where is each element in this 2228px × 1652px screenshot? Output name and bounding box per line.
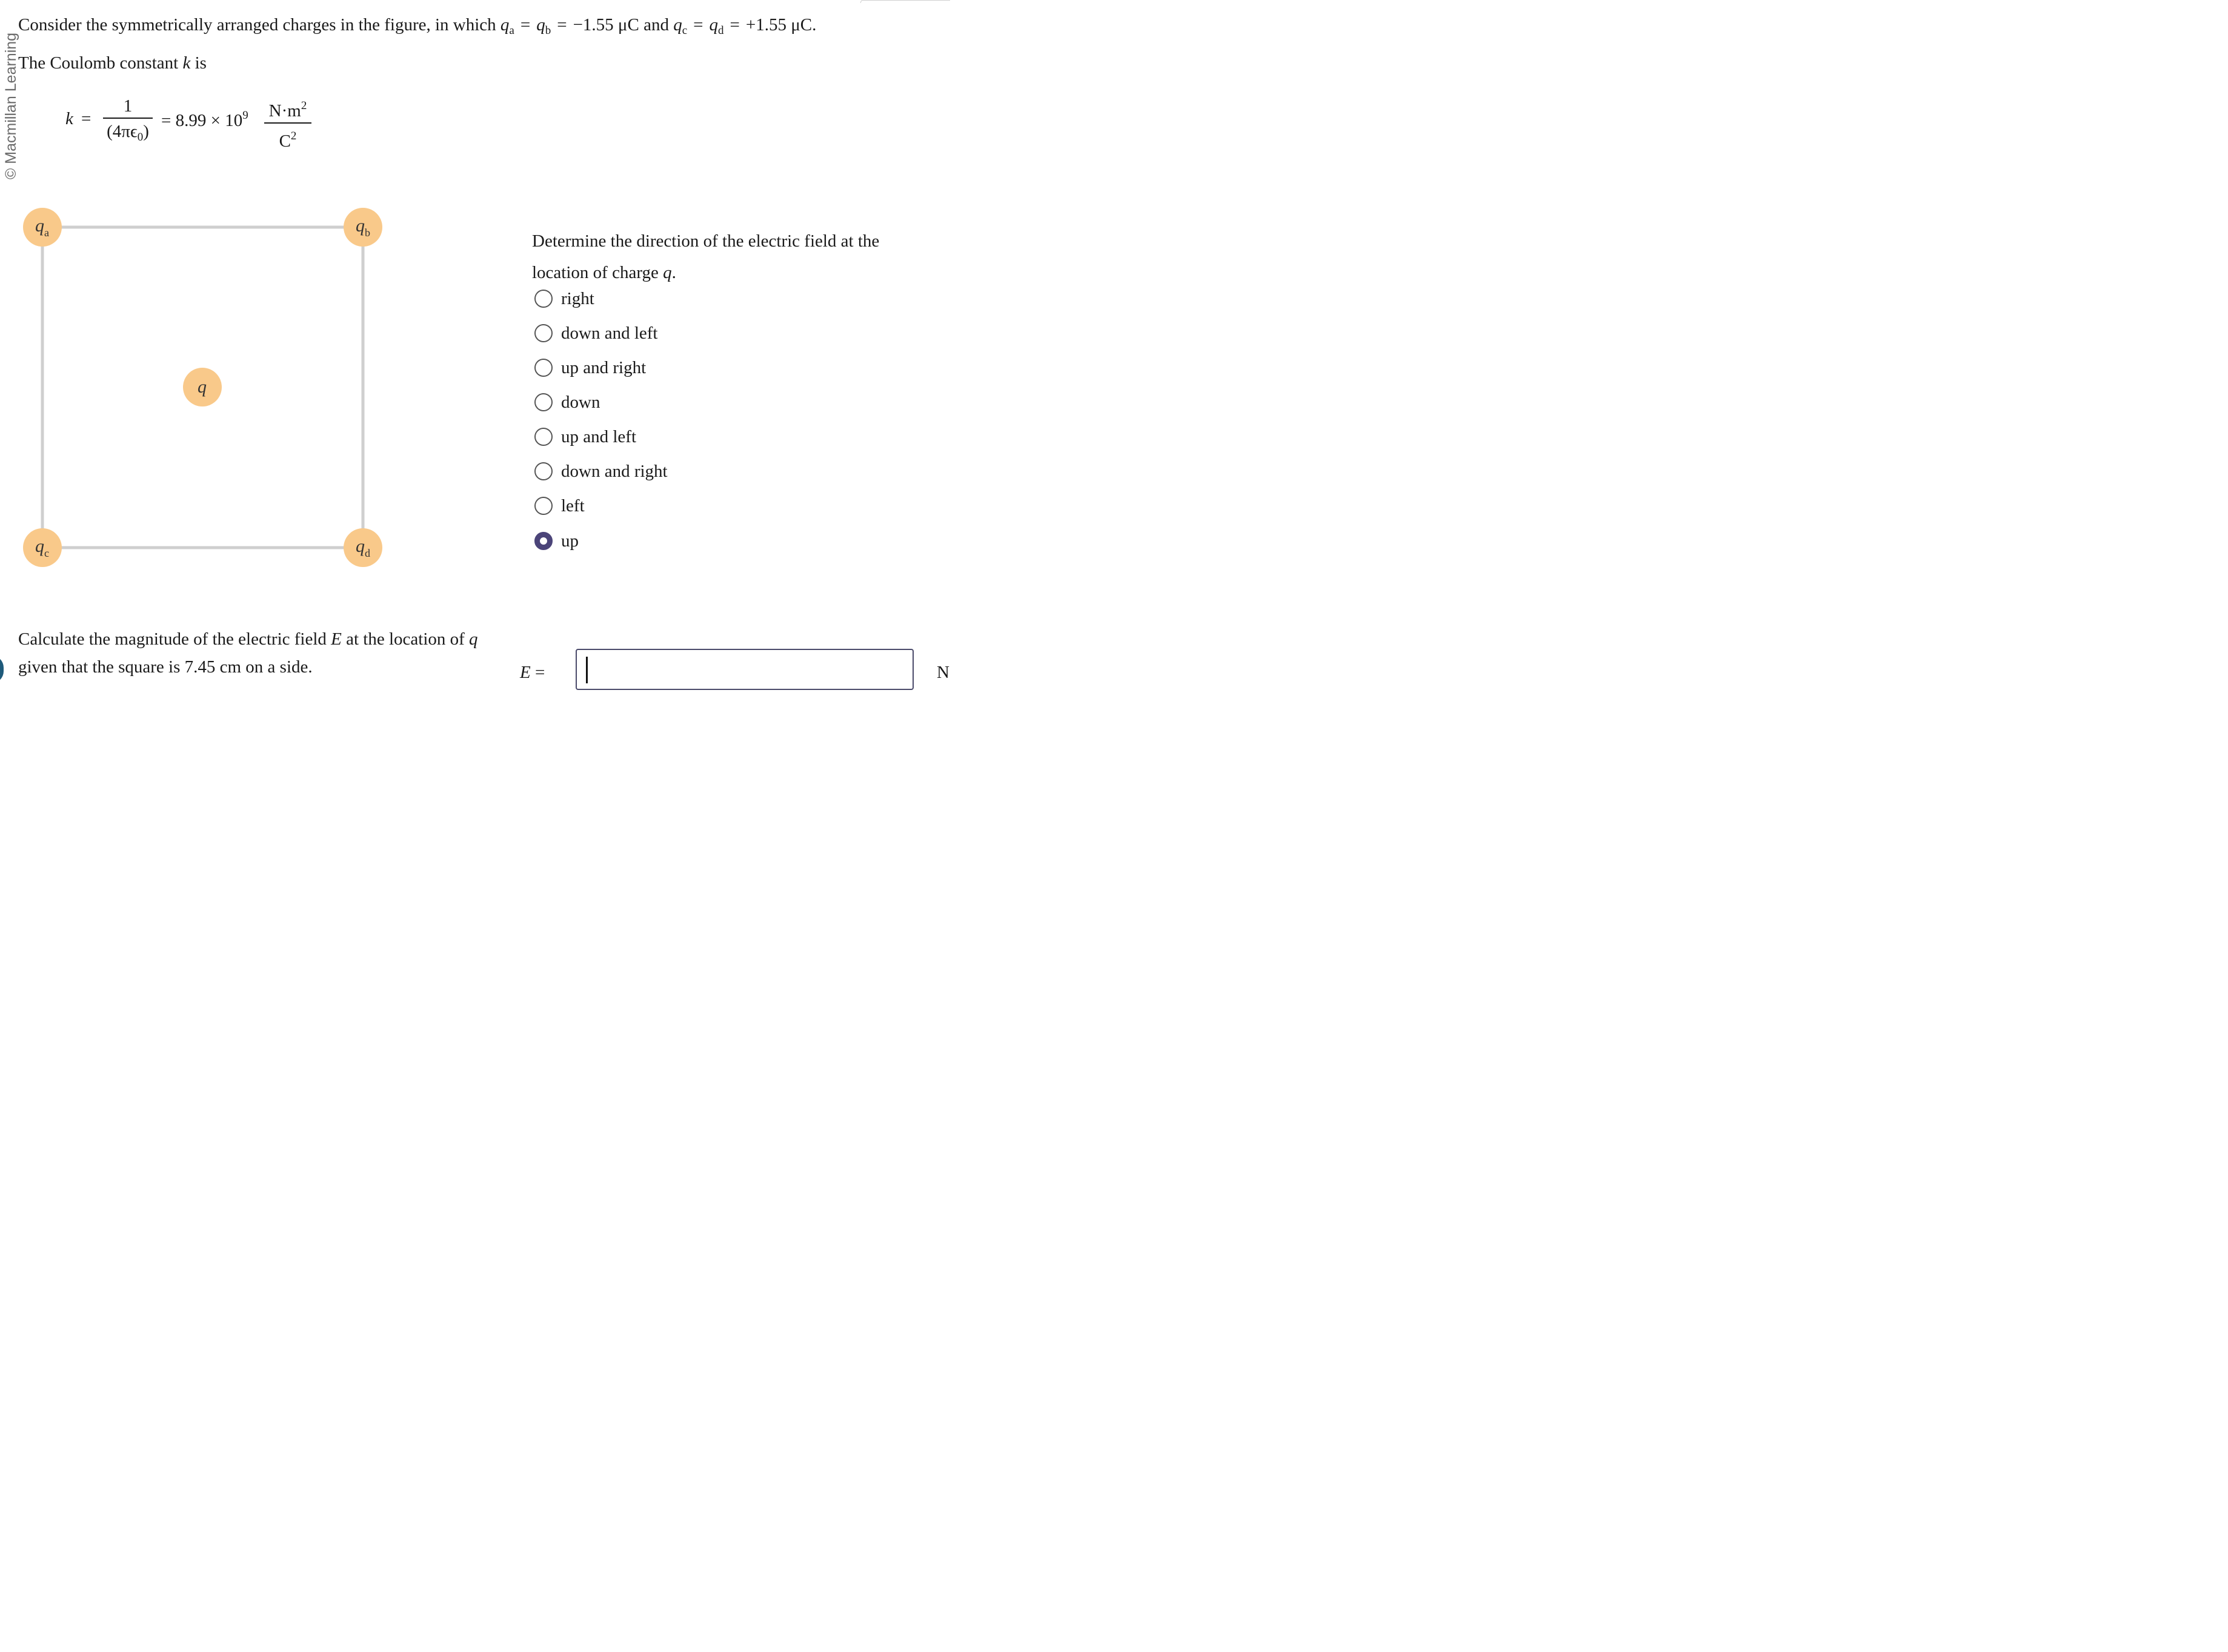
radio-right[interactable] xyxy=(534,290,553,308)
svg-text:qc: $q_c$ xyxy=(35,536,49,559)
intro-text: Consider the symmetrically arranged charges in the figure, in which $q_a = q_b = -1.55$ μC and $q_c = q_d = +1.55$ μC. xyxy=(18,15,817,37)
charge-square-figure xyxy=(0,200,412,588)
svg-text:qa: $q_a$ xyxy=(35,216,49,239)
coulomb-text: The Coulomb constant k is xyxy=(18,53,207,73)
answer-input[interactable] xyxy=(576,649,914,690)
option-down-and-left[interactable]: down and left xyxy=(534,321,657,345)
status-indicator xyxy=(0,655,4,683)
question-frame: © Macmillan Learning Consider the symmetrically arranged charges in the figure, in which $q_a = q_b = -1.55$ μC and $q_c = q_d = +1.55$ μC. The Coulomb constant k is k = 1 $(4\pi\epsilon_0)$ = $8.99 \times 10^9$ $N\cdot m^2$ $C^2$ $q_a$ $q_b$ $q_c$ $q_d$ q Determine the direction of the electric field at the location of charge q. right down and left up and right down up and left down and right left up Calculate the magnitude of the electric field E at the location of q given that the square is 7.45 cm on a side. E = N xyxy=(0,0,950,705)
option-up[interactable]: up xyxy=(534,529,579,553)
radio-down-and-right[interactable] xyxy=(534,462,553,480)
fraction-units: $N\cdot m^2$ $C^2$ xyxy=(264,96,311,151)
option-up-and-left[interactable]: up and left xyxy=(534,425,636,449)
charge-qa xyxy=(23,208,62,247)
radio-down[interactable] xyxy=(534,393,553,411)
option-left[interactable]: left xyxy=(534,494,585,518)
answer-label: E = xyxy=(520,663,545,682)
top-border xyxy=(860,0,950,3)
charge-qd xyxy=(344,528,382,567)
charge-qc xyxy=(23,528,62,567)
magnitude-question: Calculate the magnitude of the electric field E at the location of q given that the square is 7.45 cm on a side. xyxy=(18,629,478,677)
option-down-and-right[interactable]: down and right xyxy=(534,459,668,483)
radio-up-selected[interactable] xyxy=(534,532,553,550)
direction-question: Determine the direction of the electric field at the location of charge q. xyxy=(532,231,880,282)
fraction-one-over-4pi-eps: 1 $(4\pi\epsilon_0)$ xyxy=(103,96,153,148)
svg-text:qd: $q_d$ xyxy=(356,536,370,559)
charge-q-center xyxy=(183,368,222,406)
radio-up-and-left[interactable] xyxy=(534,428,553,446)
svg-text:q: q xyxy=(198,377,207,397)
copyright-watermark: © Macmillan Learning xyxy=(2,32,19,180)
radio-up-and-right[interactable] xyxy=(534,359,553,377)
option-up-and-right[interactable]: up and right xyxy=(534,356,646,380)
radio-left[interactable] xyxy=(534,497,553,515)
charge-qb xyxy=(344,208,382,247)
radio-down-and-left[interactable] xyxy=(534,324,553,342)
option-down[interactable]: down xyxy=(534,390,600,414)
option-right[interactable]: right xyxy=(534,287,594,311)
answer-unit: N xyxy=(937,663,949,682)
coulomb-value: = $8.99 \times 10^9$ xyxy=(161,109,248,130)
text-caret xyxy=(586,657,588,683)
svg-text:qb: $q_b$ xyxy=(356,216,370,239)
